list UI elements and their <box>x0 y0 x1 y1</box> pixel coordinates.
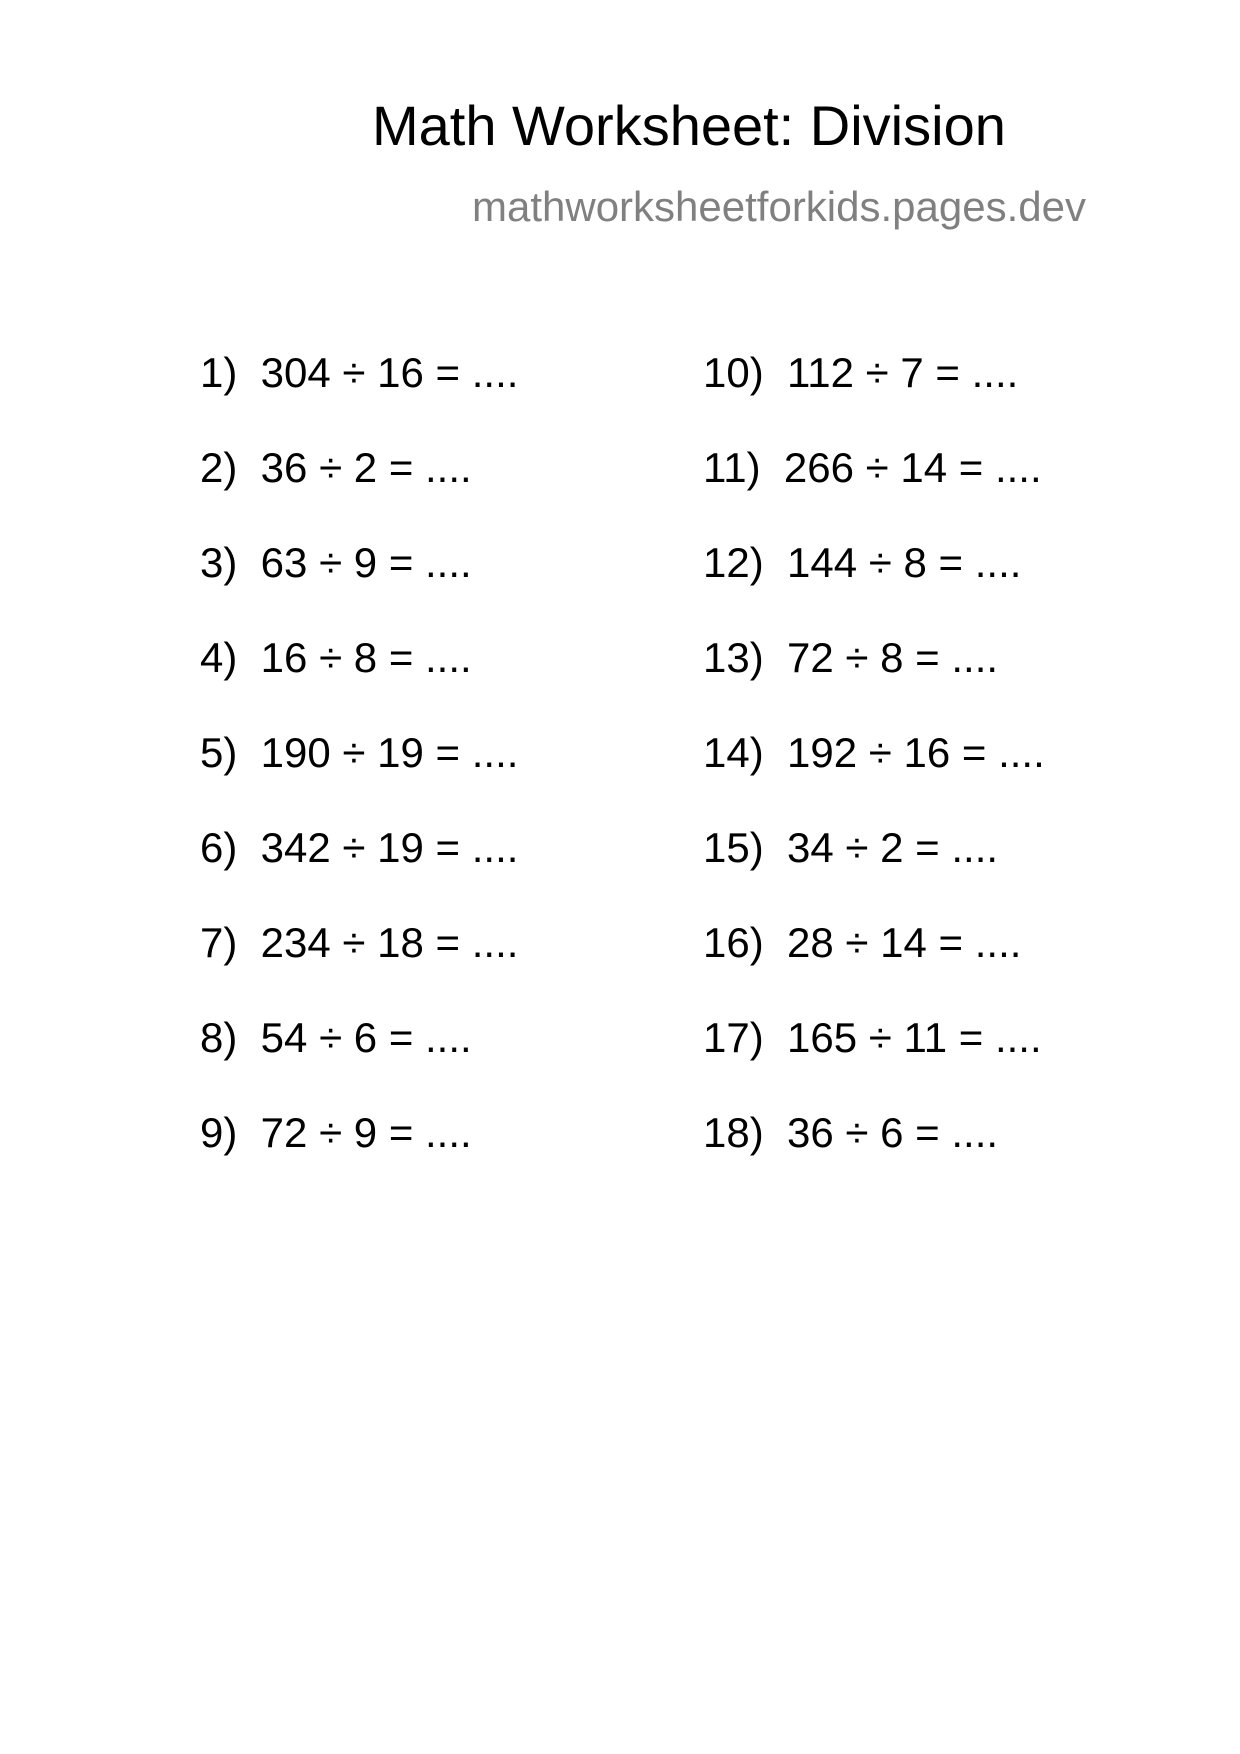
problem-17: 17) 165 ÷ 11 = .... <box>703 1014 1042 1061</box>
problem-9: 9) 72 ÷ 9 = .... <box>200 1109 472 1156</box>
problem-18: 18) 36 ÷ 6 = .... <box>703 1109 999 1156</box>
problem-2: 2) 36 ÷ 2 = .... <box>200 444 472 491</box>
problem-4: 4) 16 ÷ 8 = .... <box>200 634 472 681</box>
problem-15: 15) 34 ÷ 2 = .... <box>703 824 999 871</box>
problem-7: 7) 234 ÷ 18 = .... <box>200 919 519 966</box>
problem-6: 6) 342 ÷ 19 = .... <box>200 824 519 871</box>
problem-column-right <box>703 349 1045 1207</box>
problem-11: 11) 266 ÷ 14 = .... <box>703 444 1042 491</box>
problem-14: 14) 192 ÷ 16 = .... <box>703 729 1045 776</box>
problem-1: 1) 304 ÷ 16 = .... <box>200 349 519 396</box>
problem-10: 10) 112 ÷ 7 = .... <box>703 349 1019 396</box>
problem-16: 16) 28 ÷ 14 = .... <box>703 919 1022 966</box>
problem-5: 5) 190 ÷ 19 = .... <box>200 729 519 776</box>
problem-13: 13) 72 ÷ 8 = .... <box>703 634 999 681</box>
problem-12: 12) 144 ÷ 8 = .... <box>703 539 1022 586</box>
worksheet-website: mathworksheetforkids.pages.dev <box>472 183 1086 230</box>
problem-8: 8) 54 ÷ 6 = .... <box>200 1014 472 1061</box>
worksheet-title: Math Worksheet: Division <box>372 94 1006 157</box>
problem-3: 3) 63 ÷ 9 = .... <box>200 539 472 586</box>
problem-column-left <box>200 349 519 1207</box>
